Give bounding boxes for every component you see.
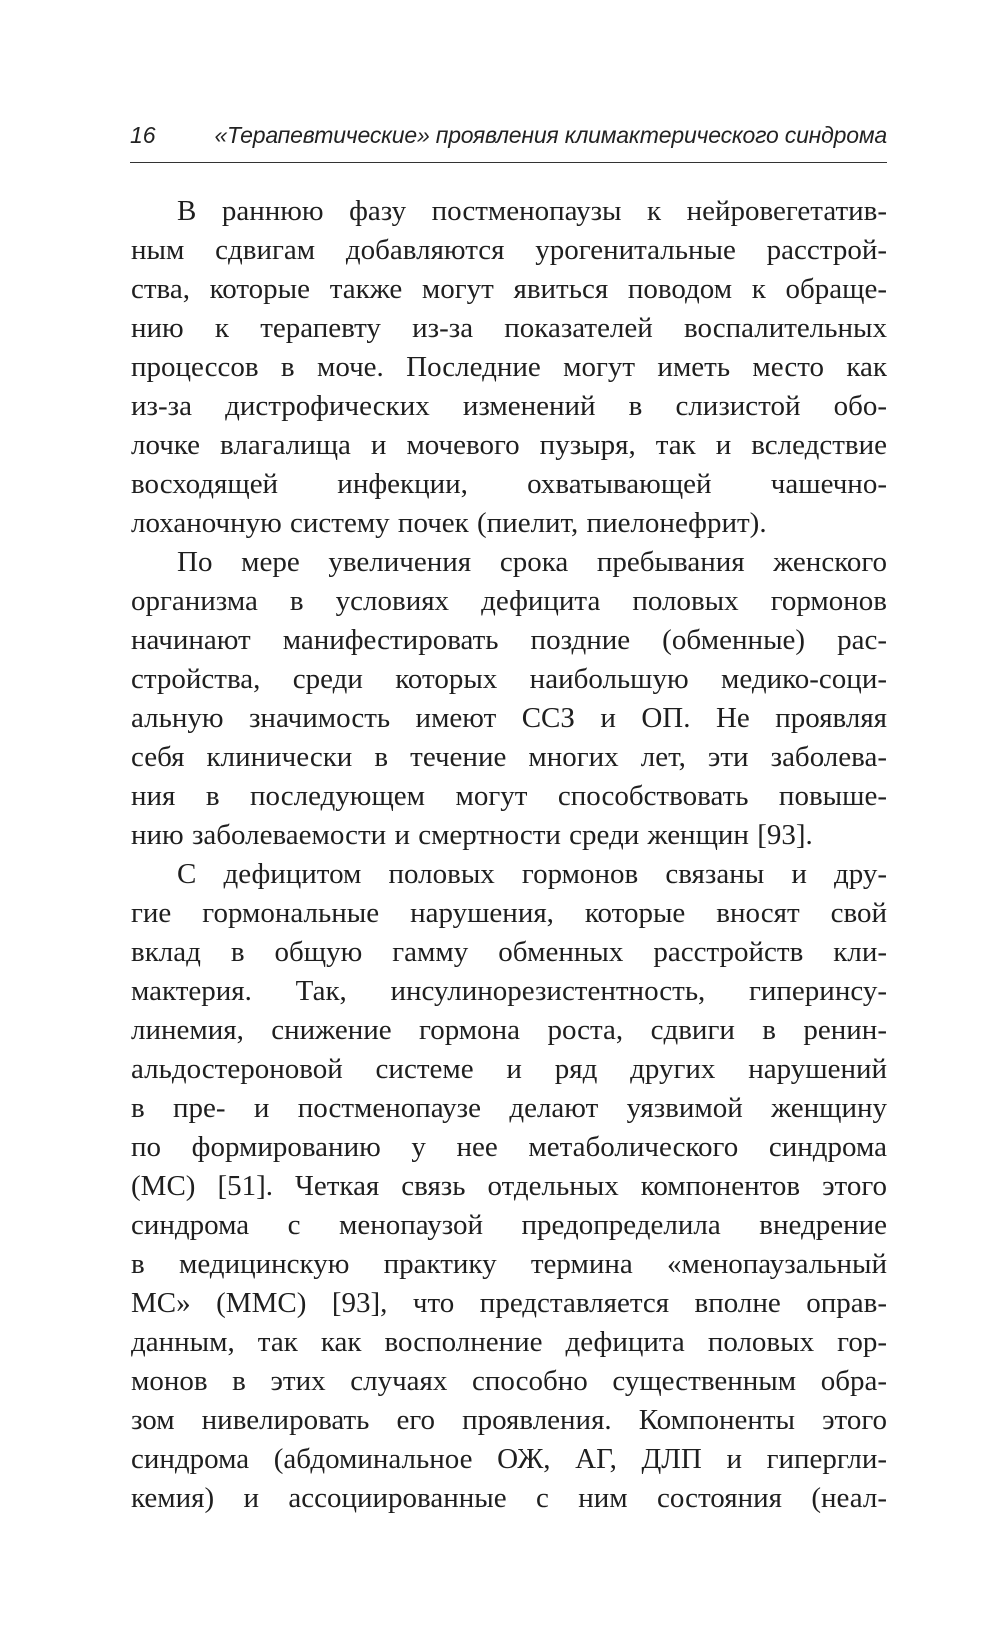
text-line: лочке влагалища и мочевого пузыря, так и вследствие (131, 429, 887, 461)
body-text (131, 192, 887, 1518)
text-line: себя клинически в течение многих лет, эти заболева- (131, 741, 887, 773)
text-line: ства, которые также могут явиться поводом к обраще- (131, 273, 887, 305)
text-line: зом нивелировать его проявления. Компоненты этого (131, 1404, 887, 1436)
paragraph-2 (131, 543, 887, 855)
text-line: восходящей инфекции, охватывающей чашечно- (131, 468, 887, 500)
page-number: 16 (130, 122, 156, 148)
text-line: монов в этих случаях способно существенным обра- (131, 1365, 887, 1397)
text-line: линемия, снижение гормона роста, сдвиги в ренин- (131, 1014, 887, 1046)
text-line: По мере увеличения срока пребывания женского (177, 546, 887, 578)
text-line: по формированию у нее метаболического синдрома (131, 1131, 887, 1163)
text-line: стройства, среди которых наибольшую медико-соци- (131, 663, 887, 695)
text-line: лоханочную систему почек (пиелит, пиелонефрит). (131, 507, 767, 539)
text-line: из-за дистрофических изменений в слизистой обо- (131, 390, 887, 422)
text-line: гие гормональные нарушения, которые вносят свой (131, 897, 887, 929)
text-line: нию заболеваемости и смертности среди женщин [93]. (131, 819, 813, 851)
text-line: в пре- и постменопаузе делают уязвимой женщину (131, 1092, 887, 1124)
header-rule (130, 162, 887, 163)
text-line: В раннюю фазу постменопаузы к нейровегетатив- (177, 195, 887, 227)
running-header (130, 118, 887, 152)
text-line: мактерия. Так, инсулинорезистентность, гиперинсу- (131, 975, 887, 1007)
text-line: процессов в моче. Последние могут иметь место как (131, 351, 887, 383)
text-line: ния в последующем могут способствовать повыше- (131, 780, 887, 812)
text-line: альную значимость имеют ССЗ и ОП. Не проявляя (131, 702, 887, 734)
text-line: организма в условиях дефицита половых гормонов (131, 585, 887, 617)
text-line: ным сдвигам добавляются урогенитальные расстрой- (131, 234, 887, 266)
text-line: кемия) и ассоциированные с ним состояния (неал- (131, 1482, 887, 1514)
text-line: (МС) [51]. Четкая связь отдельных компонентов этого (131, 1170, 887, 1202)
paragraph-3 (131, 855, 887, 1518)
paragraph-1 (131, 192, 887, 543)
text-line: С дефицитом половых гормонов связаны и дру- (177, 858, 887, 890)
running-title: «Терапевтические» проявления климактерического синдрома (214, 122, 887, 148)
text-line: данным, так как восполнение дефицита половых гор- (131, 1326, 887, 1358)
text-line: нию к терапевту из-за показателей воспалительных (131, 312, 887, 344)
text-line: синдрома (абдоминальное ОЖ, АГ, ДЛП и гипергли- (131, 1443, 887, 1475)
text-line: вклад в общую гамму обменных расстройств кли- (131, 936, 887, 968)
text-line: в медицинскую практику термина «менопаузальный (131, 1248, 887, 1280)
text-line: МС» (ММС) [93], что представляется вполне оправ- (131, 1287, 887, 1319)
text-line: начинают манифестировать поздние (обменные) рас- (131, 624, 887, 656)
text-line: синдрома с менопаузой предопределила внедрение (131, 1209, 887, 1241)
text-line: альдостероновой системе и ряд других нарушений (131, 1053, 887, 1085)
